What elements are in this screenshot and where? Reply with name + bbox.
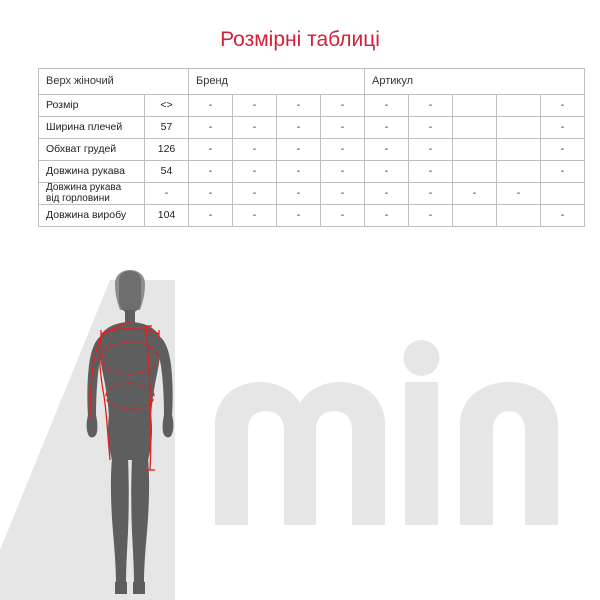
row-cell: - bbox=[541, 161, 585, 183]
row-cell: - bbox=[365, 205, 409, 227]
row-value: 57 bbox=[145, 117, 189, 139]
row-cell: - bbox=[189, 139, 233, 161]
row-cell: - bbox=[321, 95, 365, 117]
row-cell: - bbox=[277, 95, 321, 117]
row-cell: - bbox=[365, 161, 409, 183]
row-label: Довжина рукава bbox=[39, 161, 145, 183]
header-article: Артикул bbox=[365, 69, 585, 95]
row-label-line1: Довжина рукава bbox=[46, 182, 122, 193]
mannequin-body bbox=[87, 270, 174, 594]
row-label: Довжина виробу bbox=[39, 205, 145, 227]
table-row bbox=[39, 183, 585, 205]
row-cell: - bbox=[541, 139, 585, 161]
row-cell: - bbox=[189, 95, 233, 117]
row-value: 126 bbox=[145, 139, 189, 161]
table-row bbox=[39, 161, 585, 183]
row-cell: - bbox=[321, 117, 365, 139]
row-cell: - bbox=[321, 139, 365, 161]
row-value: - bbox=[145, 183, 189, 205]
row-value: 104 bbox=[145, 205, 189, 227]
row-cell: - bbox=[233, 139, 277, 161]
row-cell: - bbox=[189, 183, 233, 205]
size-table bbox=[38, 68, 585, 227]
row-cell: - bbox=[541, 205, 585, 227]
row-cell: - bbox=[277, 161, 321, 183]
row-cell bbox=[453, 205, 497, 227]
row-cell: - bbox=[277, 183, 321, 205]
row-label: Розмір bbox=[39, 95, 145, 117]
row-cell bbox=[497, 161, 541, 183]
row-cell bbox=[453, 95, 497, 117]
row-cell: - bbox=[365, 139, 409, 161]
row-cell: - bbox=[189, 161, 233, 183]
row-cell bbox=[497, 139, 541, 161]
row-cell bbox=[453, 117, 497, 139]
figure-illustration-area bbox=[0, 250, 600, 600]
row-cell: - bbox=[409, 183, 453, 205]
header-brand: Бренд bbox=[189, 69, 365, 95]
table-row bbox=[39, 205, 585, 227]
row-cell: - bbox=[189, 205, 233, 227]
row-cell: - bbox=[189, 117, 233, 139]
row-cell bbox=[497, 95, 541, 117]
row-cell: - bbox=[277, 205, 321, 227]
size-table-container bbox=[38, 68, 578, 227]
row-cell: - bbox=[497, 183, 541, 205]
row-cell: - bbox=[233, 95, 277, 117]
table-row bbox=[39, 139, 585, 161]
page-title: Розмірні таблиці bbox=[220, 28, 380, 51]
row-cell: - bbox=[321, 161, 365, 183]
row-label: Ширина плечей bbox=[39, 117, 145, 139]
row-cell: - bbox=[409, 117, 453, 139]
row-cell: - bbox=[409, 95, 453, 117]
row-cell: - bbox=[277, 117, 321, 139]
row-cell: - bbox=[541, 95, 585, 117]
row-cell: - bbox=[409, 139, 453, 161]
table-row bbox=[39, 117, 585, 139]
row-cell: - bbox=[233, 161, 277, 183]
row-cell: - bbox=[409, 161, 453, 183]
table-header-row bbox=[39, 69, 585, 95]
row-label: Обхват грудей bbox=[39, 139, 145, 161]
row-cell: - bbox=[233, 183, 277, 205]
header-category: Верх жіночий bbox=[39, 69, 189, 95]
row-cell bbox=[453, 139, 497, 161]
row-cell: - bbox=[365, 95, 409, 117]
row-value: <> bbox=[145, 95, 189, 117]
row-label bbox=[39, 183, 145, 205]
row-cell: - bbox=[541, 117, 585, 139]
row-cell bbox=[497, 117, 541, 139]
row-cell: - bbox=[365, 117, 409, 139]
row-label-line2: від горловини bbox=[46, 192, 110, 204]
row-cell bbox=[497, 205, 541, 227]
row-cell: - bbox=[321, 205, 365, 227]
row-cell bbox=[453, 161, 497, 183]
table-row bbox=[39, 95, 585, 117]
row-cell: - bbox=[409, 205, 453, 227]
row-cell: - bbox=[233, 117, 277, 139]
mannequin-figure bbox=[60, 270, 200, 600]
row-cell: - bbox=[365, 183, 409, 205]
row-cell: - bbox=[321, 183, 365, 205]
row-cell: - bbox=[233, 205, 277, 227]
row-cell bbox=[541, 183, 585, 205]
row-value: 54 bbox=[145, 161, 189, 183]
row-cell: - bbox=[453, 183, 497, 205]
row-cell: - bbox=[277, 139, 321, 161]
